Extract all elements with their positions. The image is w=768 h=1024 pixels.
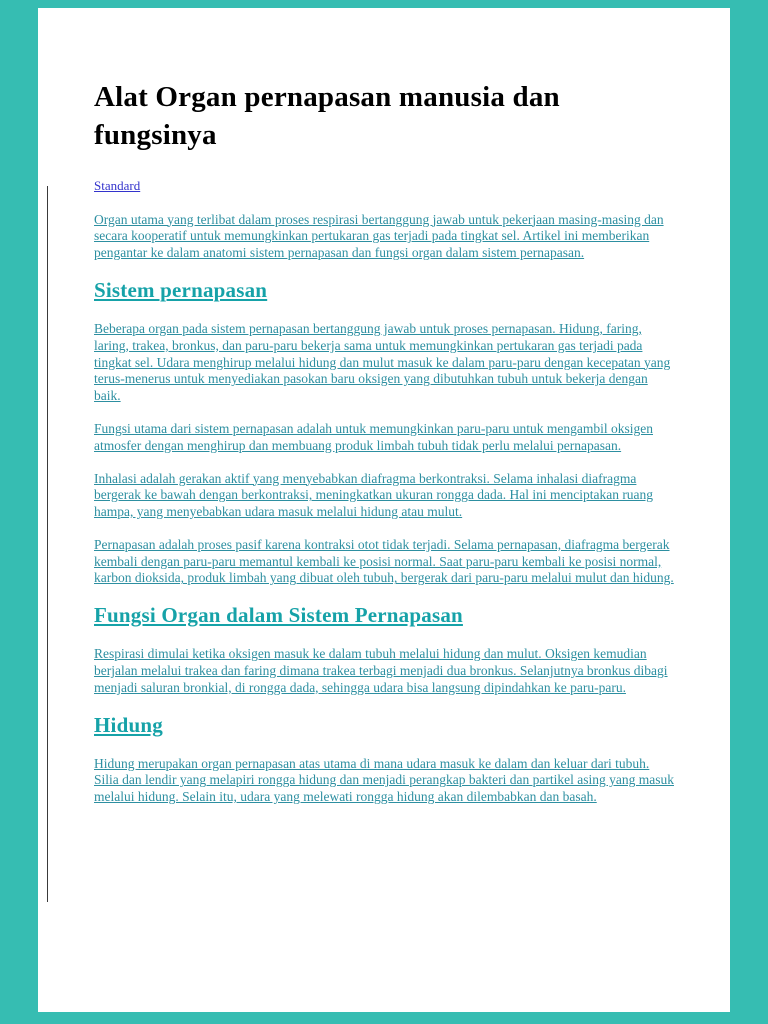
paragraph-sistem-3: Inhalasi adalah gerakan aktif yang menyebabkan diafragma berkontraksi. Selama inhalasi diafragma bergerak ke bawah dengan berkontraksi, meningkatkan ukuran rongga dada. Hal ini menciptakan ruang hampa, yang menyebabkan udara masuk melalui hidung atau mulut.	[94, 470, 654, 520]
paragraph-sistem-4: Pernapasan adalah proses pasif karena kontraksi otot tidak terjadi. Selama pernapasan, diafragma bergerak kembali dengan paru-paru memantul kembali ke posisi normal. Saat paru-paru kembali ke posisi normal, karbon dioksida, produk limbah yang dibuat oleh tubuh, bergerak dari paru-paru melalui mulut dan hidung.	[94, 536, 674, 586]
paragraph-sistem-2: Fungsi utama dari sistem pernapasan adalah untuk memungkinkan paru-paru untuk mengambil oksigen atmosfer dengan menghirup dan membuang produk limbah tubuh tidak perlu melalui pernapasan.	[94, 420, 653, 453]
paragraph-fungsi-organ-1: Respirasi dimulai ketika oksigen masuk ke dalam tubuh melalui hidung dan mulut. Oksigen kemudian berjalan melalui trakea dan faring dimana trakea terbagi menjadi dua bronkus. Selanjutnya bronkus dibagi menjadi saluran bronkial, di rongga dada, sehingga udara bisa langsung dipindahkan ke paru-paru.	[94, 646, 668, 695]
standard-link[interactable]: Standard	[94, 177, 141, 193]
section-heading-hidung: Hidung	[94, 712, 163, 737]
section-heading-sistem-pernapasan: Sistem pernapasan	[94, 277, 268, 302]
intro-paragraph: Organ utama yang terlibat dalam proses respirasi bertanggung jawab untuk pekerjaan masing-masing dan secara kooperatif untuk memungkinkan pertukaran gas terjadi pada tingkat sel. Artikel ini memberikan pengantar ke dalam anatomi sistem pernapasan dan fungsi organ dalam sistem pernapasan.	[94, 211, 664, 261]
paragraph-hidung-1: Hidung merupakan organ pernapasan atas utama di mana udara masuk ke dalam dan keluar dari tubuh. Silia dan lendir yang melapiri rongga hidung dan menjadi perangkap bakteri dan partikel asing yang masuk melalui hidung. Selain itu, udara yang melewati rongga hidung akan dilembabkan dan basah.	[94, 755, 674, 805]
paragraph-sistem-1: Beberapa organ pada sistem pernapasan bertanggung jawab untuk proses pernapasan. Hidung, faring, laring, trakea, bronkus, dan paru-paru bekerja sama untuk memungkinkan pertukaran gas terjadi pada tingkat sel. Udara menghirup melalui hidung dan mulut masuk ke dalam paru-paru dengan kecepatan yang terus-menerus untuk menyediakan pasokan baru oksigen yang dibutuhkan tubuh untuk bekerja dengan baik.	[94, 320, 671, 404]
section-heading-fungsi-organ: Fungsi Organ dalam Sistem Pernapasan	[94, 603, 463, 628]
document-page	[38, 8, 730, 1012]
document-title: Alat Organ pernapasan manusia dan fungsinya	[94, 81, 560, 152]
page-content	[38, 8, 730, 1012]
